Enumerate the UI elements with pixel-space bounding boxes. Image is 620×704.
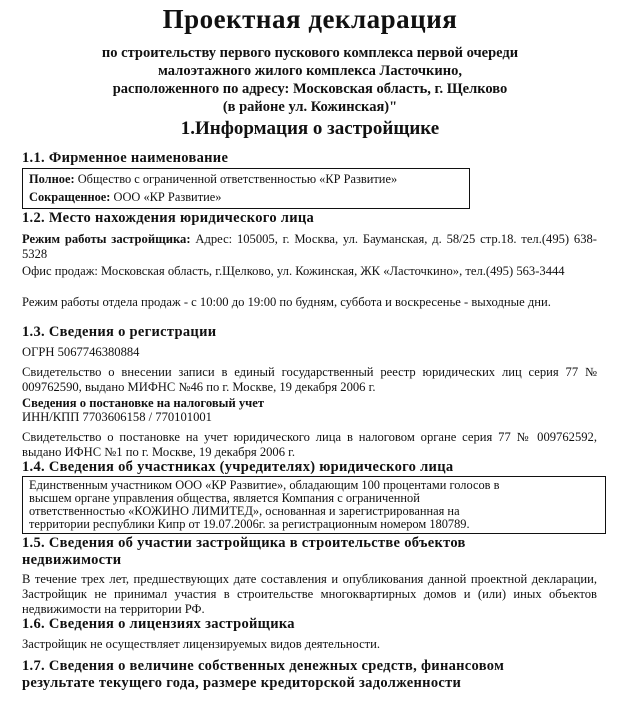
- address-paragraph: [22, 232, 597, 262]
- short-name: [29, 190, 221, 205]
- heading-1-7: [22, 658, 504, 692]
- full-name: [29, 172, 397, 187]
- founder-line: Единственным участником ООО «КР Развитие», обладающим 100 процентами голосов в: [29, 478, 500, 492]
- work-mode-label: Режим работы застройщика:: [22, 232, 191, 246]
- sales-office-paragraph: Офис продаж: Московская область, г.Щелково, ул. Кожинская, ЖК «Ласточкино», тел.(495) 563-3444: [22, 264, 565, 278]
- heading-1-7-line: 1.7. Сведения о величине собственных денежных средств, финансовом: [22, 658, 505, 674]
- subtitle-line: малоэтажного жилого комплекса Ласточкино,: [158, 63, 462, 79]
- section-title: 1.Информация о застройщике: [180, 118, 440, 139]
- subtitle-line: по строительству первого пускового комплекса первой очереди: [101, 45, 519, 61]
- short-name-value: ООО «КР Развитие»: [110, 190, 222, 204]
- full-name-value: Общество с ограниченной ответственностью «КР Развитие»: [74, 172, 398, 186]
- founder-line: ответственностью «КОЖИНО ЛИМИТЕД», основанная и зарегистрированная на: [29, 504, 460, 518]
- tax-heading: Сведения о постановке на налоговый учет: [22, 396, 265, 410]
- address-text: Адрес: 105005, г. Москва, ул. Бауманская, д. 58/25 стр.18. тел.(495) 638-5328: [22, 232, 597, 261]
- document-title: Проектная декларация: [162, 4, 458, 34]
- heading-1-7-line: результате текущего года, размере кредиторской задолженности: [22, 675, 462, 691]
- founder-line: территории республики Кипр от 19.07.2006г. за регистрационным номером 180789.: [29, 517, 470, 531]
- heading-1-2: 1.2. Место нахождения юридического лица: [22, 210, 315, 226]
- company-name-box: [22, 168, 470, 209]
- ogrn: ОГРН 5067746380884: [22, 345, 140, 359]
- sales-hours-paragraph: Режим работы отдела продаж - с 10:00 до 19:00 по будням, суббота и воскресенье - выходные дни.: [22, 295, 551, 309]
- heading-1-1: 1.1. Фирменное наименование: [22, 150, 229, 166]
- heading-1-4: 1.4. Сведения об участниках (учредителях) юридического лица: [22, 459, 454, 475]
- founder-line: высшем органе управления общества, является Компания с ограниченной: [29, 491, 420, 505]
- document-subtitle: [40, 44, 580, 116]
- tax-certificate: Свидетельство о постановке на учет юридического лица в налоговом органе серия 77 № 009762592, выдано ИФНС №1 по г. Москве, 19 декабря 2006 г.: [22, 430, 597, 459]
- subtitle-line: (в районе ул. Кожинская)": [222, 99, 398, 115]
- inn-kpp: ИНН/КПП 7703606158 / 770101001: [22, 410, 212, 424]
- heading-1-5-line: 1.5. Сведения об участии застройщика в строительстве объектов: [22, 535, 466, 551]
- heading-1-6: 1.6. Сведения о лицензиях застройщика: [22, 616, 295, 632]
- licenses-paragraph: Застройщик не осуществляет лицензируемых видов деятельности.: [22, 637, 381, 651]
- subtitle-line: расположенного по адресу: Московская область, г. Щелково: [112, 81, 508, 97]
- full-name-label: Полное:: [29, 172, 75, 186]
- heading-1-3: 1.3. Сведения о регистрации: [22, 324, 217, 340]
- heading-1-5-line: недвижимости: [22, 552, 122, 568]
- founder-box: [22, 476, 606, 534]
- heading-1-5: [22, 535, 466, 569]
- short-name-label: Сокращенное:: [29, 190, 111, 204]
- registration-certificate: Свидетельство о внесении записи в единый государственный реестр юридических лиц серия 77 № 009762590, выдано МИФНС №46 по г. Москве, 19 декабря 2006 г.: [22, 365, 597, 394]
- construction-participation: В течение трех лет, предшествующих дате составления и опубликования данной проектной декларации, Застройщик не принимал участия в строительстве многоквартирных домов и (или) иных объектов недвижимости на территории РФ.: [22, 572, 597, 616]
